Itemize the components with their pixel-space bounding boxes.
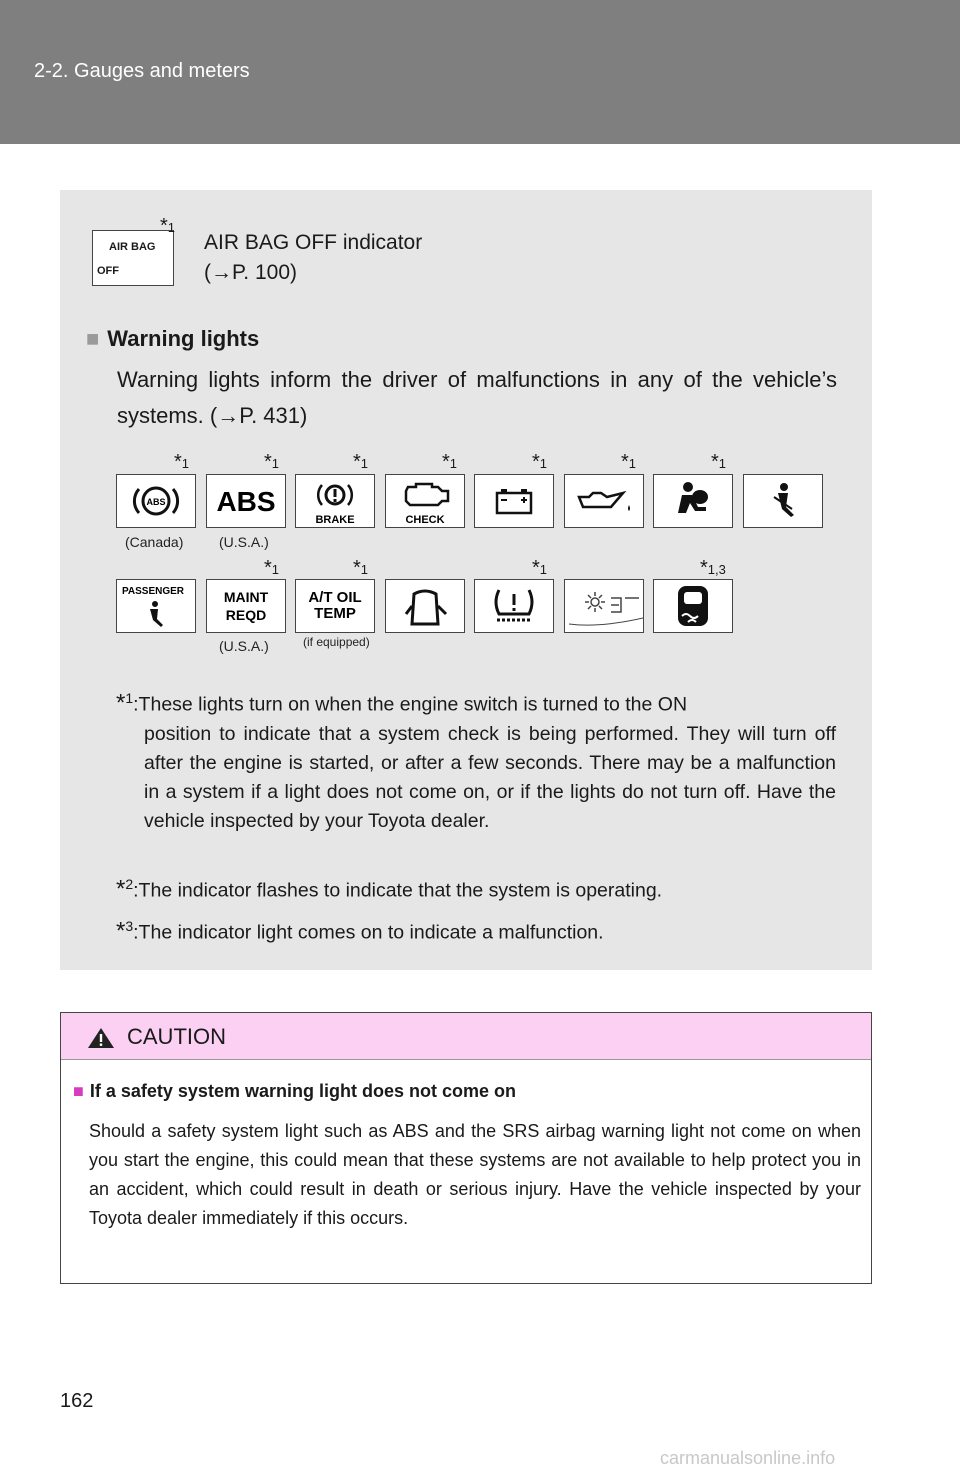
- footnote-mark: *1: [174, 451, 190, 473]
- caption-if-equipped: (if equipped): [303, 635, 370, 649]
- maintenance-required-icon: [206, 579, 286, 633]
- airbag-off-indicator-icon: [92, 230, 174, 286]
- svg-text:TEMP: TEMP: [314, 605, 356, 622]
- footnote-mark: *1: [353, 451, 369, 473]
- footnote-mark: *1: [264, 451, 280, 473]
- footnote-mark: *1: [442, 451, 458, 473]
- passenger-seatbelt-icon: [116, 579, 196, 633]
- footnote-mark: *1: [711, 451, 727, 473]
- footnote-2: *$^2$:The indicator flashes to indicate that the system is operating.: [116, 875, 663, 903]
- brake-warning-icon: [295, 474, 375, 528]
- page-number: 162: [60, 1390, 94, 1412]
- svg-text:REQD: REQD: [225, 607, 267, 623]
- footnote-mark: *1: [264, 557, 280, 579]
- caption-canada: (Canada): [125, 534, 184, 550]
- caution-heading: ■ If a safety system warning light does not come on: [73, 1081, 516, 1101]
- indicator-panel: [60, 190, 872, 970]
- srs-airbag-icon: [653, 474, 733, 528]
- at-oil-temp-icon: [295, 579, 375, 633]
- watermark: carmanualsonline.info: [660, 1448, 836, 1468]
- airbag-icon-text-1: AIR BAG: [109, 241, 156, 253]
- svg-text:PASSENGER: PASSENGER: [121, 586, 185, 597]
- headlight-icon: [564, 579, 644, 633]
- caution-header: [61, 1013, 871, 1060]
- caution-body: Should a safety system light such as ABS and the SRS airbag warning light not come on when you start the engine, this could mean that these systems are not available to help protect you in an accident, which could result in death or serious injury. Have the vehicle inspected by your Toyota dealer immediately if this occurs.: [89, 1121, 861, 1228]
- svg-text:ABS: ABS: [146, 497, 166, 507]
- oil-pressure-icon: [564, 474, 644, 528]
- caption-usa: (U.S.A.): [219, 534, 269, 550]
- slip-indicator-icon: [653, 579, 733, 633]
- svg-text:CHECK: CHECK: [405, 514, 445, 526]
- caution-box: [60, 1012, 872, 1284]
- airbag-desc-line1: AIR BAG OFF indicator: [204, 231, 423, 254]
- svg-text:ABS: ABS: [216, 486, 276, 517]
- seatbelt-reminder-icon: [743, 474, 823, 528]
- caution-label: CAUTION: [127, 1024, 226, 1049]
- svg-text:BRAKE: BRAKE: [315, 514, 355, 526]
- abs-canada-icon: [116, 474, 196, 528]
- airbag-footnote-mark: *1: [160, 215, 176, 237]
- airbag-description: [204, 228, 422, 288]
- check-engine-icon: [385, 474, 465, 528]
- battery-charge-icon: [474, 474, 554, 528]
- door-open-icon: [385, 579, 465, 633]
- warning-triangle-icon: [87, 1027, 115, 1049]
- tire-pressure-icon: [474, 579, 554, 633]
- warning-lights-heading: ■ Warning lights: [86, 326, 260, 351]
- footnote-1-continuation: position to indicate that a system check is being performed. They will turn off after the engine is started, or after a few seconds. There may be a malfunction in a system if a light does not come on, or if the lights do not turn off. Have the vehicle inspected by your Toyota dealer.: [144, 722, 836, 832]
- section-title: 2-2. Gauges and meters: [34, 60, 250, 82]
- svg-text:A/T OIL: A/T OIL: [308, 589, 362, 606]
- footnote-3: *$^3$:The indicator light comes on to indicate a malfunction.: [116, 917, 604, 945]
- svg-text:MAINT: MAINT: [223, 589, 269, 605]
- footnote-1: *$^1$:These lights turn on when the engine switch is turned to the ON position to indicate that a system check is being performed. They will turn off after the engine is started, or after a few seconds. There may be a malfunction in a system if a light does not come on, or if the lights do not turn off. Have the vehicle inspected by your Toyota dealer.: [116, 684, 836, 836]
- footnote-mark: *1: [532, 451, 548, 473]
- warning-lights-text: Warning lights inform the driver of malfunctions in any of the vehicle’s systems. (→P. 431): [117, 367, 837, 428]
- footnote-mark: *1: [532, 557, 548, 579]
- footnote-mark: *1,3: [700, 557, 726, 579]
- page-header: [0, 0, 960, 144]
- abs-usa-icon: [206, 474, 286, 528]
- airbag-icon-text-2: OFF: [97, 265, 119, 277]
- footnote-mark: *1: [621, 451, 637, 473]
- airbag-desc-line2: (→P. 100): [204, 261, 297, 284]
- caption-usa: (U.S.A.): [219, 638, 269, 654]
- footnote-mark: *1: [353, 557, 369, 579]
